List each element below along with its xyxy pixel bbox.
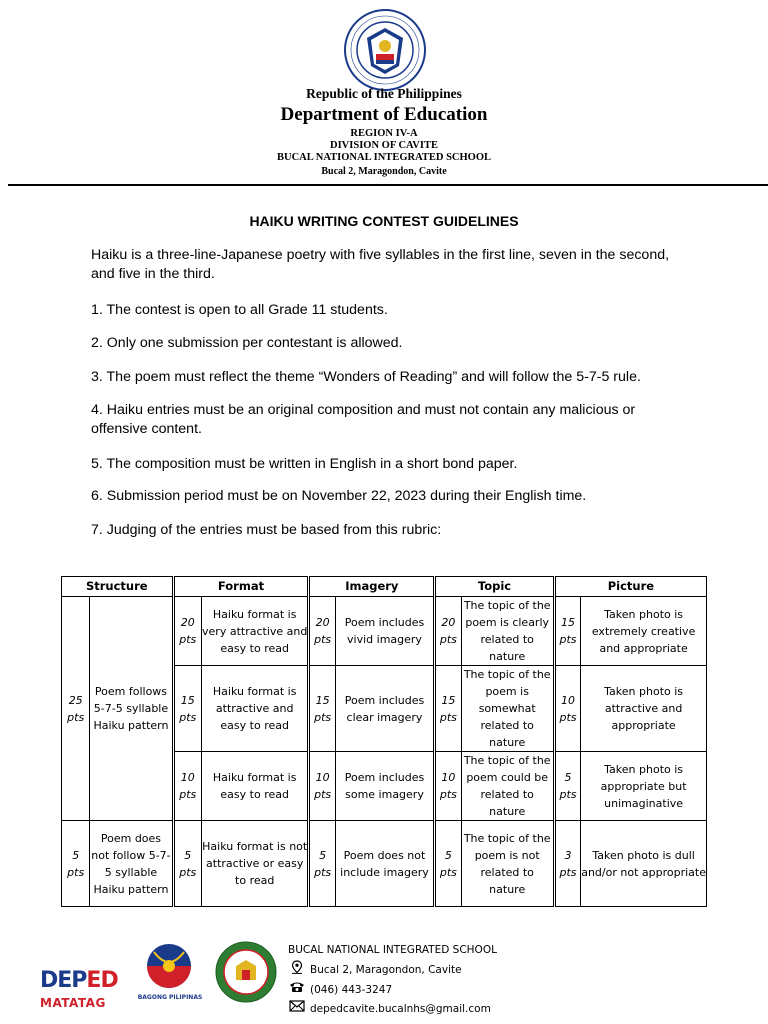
phone-icon [288, 981, 306, 1000]
document-title: HAIKU WRITING CONTEST GUIDELINES [249, 213, 519, 229]
structure-criterion: Poem does not follow 5-7-5 syllable Haiku pattern [90, 821, 173, 907]
footer-school-name: BUCAL NATIONAL INTEGRATED SCHOOL [288, 944, 497, 956]
rubric-header-picture: Picture [554, 577, 706, 597]
picture-criterion: Taken photo is extremely creative and appropriate [581, 597, 707, 666]
header-divider [8, 184, 768, 186]
header-school: BUCAL NATIONAL INTEGRATED SCHOOL [276, 152, 492, 163]
rule-item: 2. Only one submission per contestant is allowed. [91, 335, 403, 351]
rubric-table [61, 576, 707, 907]
picture-criterion: Taken photo is dull and/or not appropriate [581, 821, 707, 907]
rubric-row [62, 597, 707, 666]
imagery-criterion: Poem includes some imagery [335, 752, 434, 821]
matatag-wordmark: MATATAG [40, 996, 106, 1010]
format-points: 20 pts [173, 597, 201, 666]
footer-contact [288, 941, 497, 1019]
topic-points: 10 pts [435, 752, 461, 821]
header-address: Bucal 2, Maragondon, Cavite [321, 166, 447, 177]
topic-criterion: The topic of the poem is not related to nature [461, 821, 554, 907]
rubric-header-format: Format [173, 577, 309, 597]
envelope-icon [288, 1000, 306, 1019]
picture-criterion: Taken photo is appropriate but unimaginative [581, 752, 707, 821]
footer-phone-row: (046) 443-3247 [288, 981, 497, 1000]
imagery-criterion: Poem includes clear imagery [335, 666, 434, 752]
topic-criterion: The topic of the poem is clearly related to nature [461, 597, 554, 666]
format-criterion: Haiku format is very attractive and easy to read [201, 597, 309, 666]
footer-email-row: depedcavite.bucalnhs@gmail.com [288, 1000, 497, 1019]
header-department: Department of Education [280, 104, 488, 125]
rule-item: 1. The contest is open to all Grade 11 students. [91, 302, 388, 318]
topic-points: 5 pts [435, 821, 461, 907]
rubric-header-topic: Topic [435, 577, 555, 597]
location-pin-icon [288, 960, 306, 981]
rubric-header-imagery: Imagery [309, 577, 435, 597]
picture-points: 10 pts [554, 666, 580, 752]
rule-item: 6. Submission period must be on November 22, 2023 during their English time. [91, 488, 587, 504]
header-division: DIVISION OF CAVITE [330, 140, 438, 151]
deped-wordmark: DEPED [40, 968, 118, 993]
rule-item: 5. The composition must be written in English in a short bond paper. [91, 456, 518, 472]
imagery-criterion: Poem includes vivid imagery [335, 597, 434, 666]
rubric-header-row [62, 577, 707, 597]
topic-points: 20 pts [435, 597, 461, 666]
rule-item: 3. The poem must reflect the theme “Wonders of Reading” and will follow the 5-7-5 rule. [91, 369, 641, 385]
school-seal-logo [214, 940, 278, 1004]
picture-points: 15 pts [554, 597, 580, 666]
bagong-pilipinas-label: BAGONG PILIPINAS [137, 994, 203, 1001]
format-points: 10 pts [173, 752, 201, 821]
rubric-row [62, 821, 707, 907]
intro-paragraph: Haiku is a three-line-Japanese poetry with five syllables in the first line, seven in the second, and five in the third. [91, 247, 670, 282]
format-criterion: Haiku format is attractive and easy to read [201, 666, 309, 752]
deped-matatag-logo [38, 954, 118, 1010]
picture-criterion: Taken photo is attractive and appropriate [581, 666, 707, 752]
deped-seal-logo [343, 8, 427, 92]
topic-points: 15 pts [435, 666, 461, 752]
structure-points: 25 pts [62, 597, 90, 821]
topic-criterion: The topic of the poem is somewhat related to nature [461, 666, 554, 752]
rule-item: 4. Haiku entries must be an original composition and must not contain any malicious or offensive content. [91, 402, 636, 437]
imagery-criterion: Poem does not include imagery [335, 821, 434, 907]
format-criterion: Haiku format is easy to read [201, 752, 309, 821]
format-criterion: Haiku format is not attractive or easy to read [201, 821, 309, 907]
rule-item: 7. Judging of the entries must be based from this rubric: [91, 522, 442, 538]
footer-logos [38, 940, 278, 1010]
imagery-points: 20 pts [309, 597, 335, 666]
imagery-points: 10 pts [309, 752, 335, 821]
rubric-header-structure: Structure [62, 577, 174, 597]
structure-points: 5 pts [62, 821, 90, 907]
picture-points: 3 pts [554, 821, 580, 907]
imagery-points: 5 pts [309, 821, 335, 907]
topic-criterion: The topic of the poem could be related to nature [461, 752, 554, 821]
header-republic: Republic of the Philippines [306, 86, 462, 101]
format-points: 5 pts [173, 821, 201, 907]
format-points: 15 pts [173, 666, 201, 752]
structure-criterion: Poem follows 5-7-5 syllable Haiku pattern [90, 597, 173, 821]
imagery-points: 15 pts [309, 666, 335, 752]
footer-address-row: Bucal 2, Maragondon, Cavite [288, 960, 497, 981]
picture-points: 5 pts [554, 752, 580, 821]
header-region: REGION IV-A [350, 128, 418, 139]
